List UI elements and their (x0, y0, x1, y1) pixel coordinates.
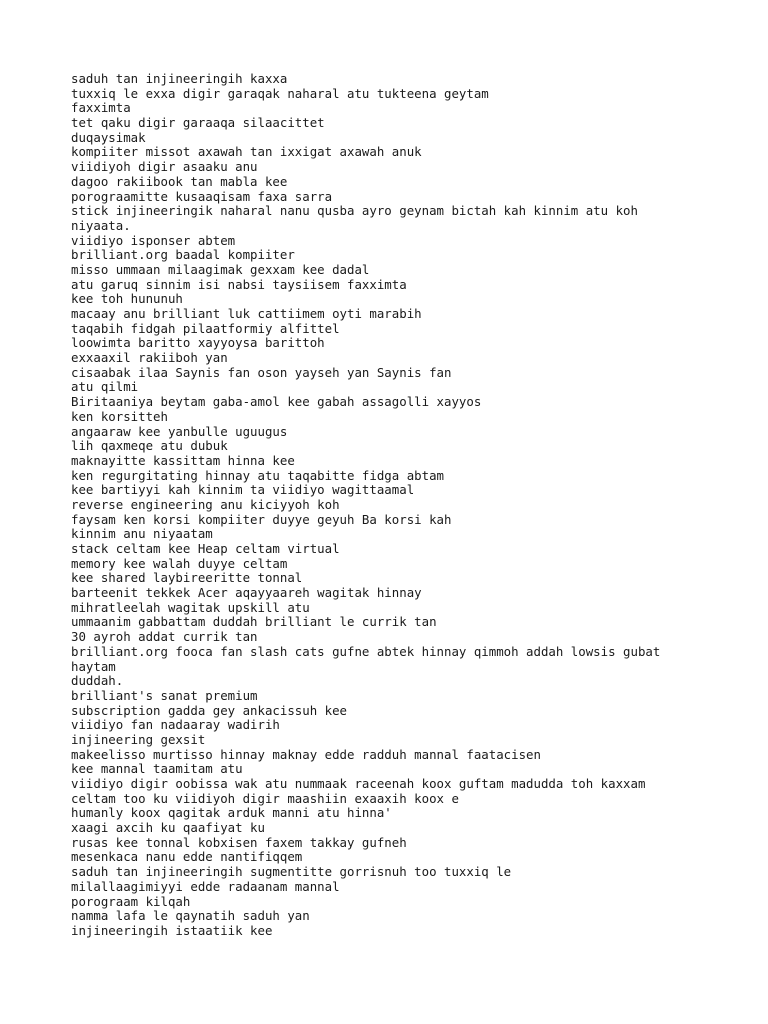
text-line: milallaagimiyyi edde radaanam mannal (71, 878, 340, 894)
text-line: 30 ayroh addat currik tan (71, 629, 258, 645)
text-line: viidiyoh digir asaaku anu (71, 159, 258, 175)
text-line: atu qilmi (71, 379, 139, 395)
text-line: ummaanim gabbattam duddah brilliant le currik tan (71, 614, 437, 630)
text-line: lih qaxmeqe atu dubuk (71, 438, 228, 454)
text-line: faxximta (71, 100, 131, 116)
text-line: Biritaaniya beytam gaba-amol kee gabah assagolli xayyos (71, 394, 482, 410)
text-line: duddah. (71, 673, 124, 689)
text-line: porograam kilqah (71, 893, 191, 909)
text-line: stack celtam kee Heap celtam virtual (71, 541, 340, 556)
text-line: ken korsitteh (71, 408, 168, 424)
text-line: brilliant's sanat premium (71, 687, 258, 703)
text-line: macaay anu brilliant luk cattiimem oyti marabih (71, 306, 422, 321)
text-line: porograamitte kusaaqisam faxa sarra (71, 188, 333, 204)
text-line: taqabih fidgah pilaatformiy alfittel (71, 320, 340, 336)
text-line: humanly koox qagitak arduk manni atu hinna' (71, 805, 392, 821)
text-line: kee mannal taamitam atu (71, 761, 243, 777)
text-line: viidiyo fan nadaaray wadirih (71, 717, 280, 733)
text-line: mihratleelah wagitak upskill atu (71, 599, 310, 615)
text-line: ken regurgitating hinnay atu taqabitte fidga abtam (71, 467, 444, 483)
text-line: viidiyo isponser abtem (71, 232, 236, 248)
text-line: haytam (71, 658, 116, 674)
text-line: mesenkaca nanu edde nantifiqqem (71, 849, 303, 865)
text-line: kinnim anu niyaatam (71, 526, 213, 542)
text-line: reverse engineering anu kiciyyoh koh (71, 496, 340, 512)
text-line: saduh tan injineeringih kaxxa (71, 71, 288, 86)
text-line: kee bartiyyi kah kinnim ta viidiyo wagittaamal (71, 482, 415, 498)
text-line: kompiiter missot axawah tan ixxigat axawah anuk (71, 144, 422, 160)
text-line: faysam ken korsi kompiiter duyye geyuh Ba korsi kah (71, 511, 452, 527)
text-line: exxaaxil rakiiboh yan (71, 350, 228, 366)
text-line: saduh tan injineeringih sugmentitte gorrisnuh too tuxxiq le (71, 864, 512, 880)
text-line: kee shared laybireeritte tonnal (71, 570, 303, 586)
text-line: misso ummaan milaagimak gexxam kee dadal (71, 261, 370, 277)
text-line: dagoo rakiibook tan mabla kee (71, 173, 288, 189)
text-line: brilliant.org baadal kompiiter (71, 247, 295, 263)
text-line: xaagi axcih ku qaafiyat ku (71, 820, 265, 836)
text-line: subscription gadda gey ankacissuh kee (71, 702, 348, 718)
text-line: namma lafa le qaynatih saduh yan (71, 908, 310, 924)
text-line: kee toh hununuh (71, 291, 183, 307)
document-text (71, 72, 731, 939)
text-line: maknayitte kassittam hinna kee (71, 452, 295, 468)
text-line: makeelisso murtisso hinnay maknay edde radduh mannal faatacisen (71, 746, 541, 762)
text-line: tuxxiq le exxa digir garaqak naharal atu tukteena geytam (71, 85, 489, 101)
text-line: memory kee walah duyye celtam (71, 555, 288, 571)
text-line: angaaraw kee yanbulle uguugus (71, 423, 288, 439)
text-line: loowimta baritto xayyoysa barittoh (71, 335, 325, 351)
text-line: viidiyo digir oobissa wak atu nummaak raceenah koox guftam madudda toh kaxxam (71, 776, 646, 791)
text-line: injineering gexsit (71, 731, 206, 747)
text-line: atu garuq sinnim isi nabsi taysiisem faxximta (71, 276, 407, 292)
text-line: barteenit tekkek Acer aqayyaareh wagitak hinnay (71, 585, 422, 601)
text-line: injineeringih istaatiik kee (71, 922, 273, 938)
text-line: brilliant.org fooca fan slash cats gufne abtek hinnay qimmoh addah lowsis gubat (71, 643, 661, 659)
text-line: duqaysimak (71, 129, 146, 145)
text-line: stick injineeringik naharal nanu qusba ayro geynam bictah kah kinnim atu koh (71, 203, 638, 219)
text-line: niyaata. (71, 217, 131, 233)
text-line: tet qaku digir garaaqa silaacittet (71, 115, 325, 131)
text-line: cisaabak ilaa Saynis fan oson yayseh yan Saynis fan (71, 364, 452, 380)
text-line: celtam too ku viidiyoh digir maashiin exaaxih koox e (71, 790, 459, 806)
text-line: rusas kee tonnal kobxisen faxem takkay gufneh (71, 834, 407, 850)
